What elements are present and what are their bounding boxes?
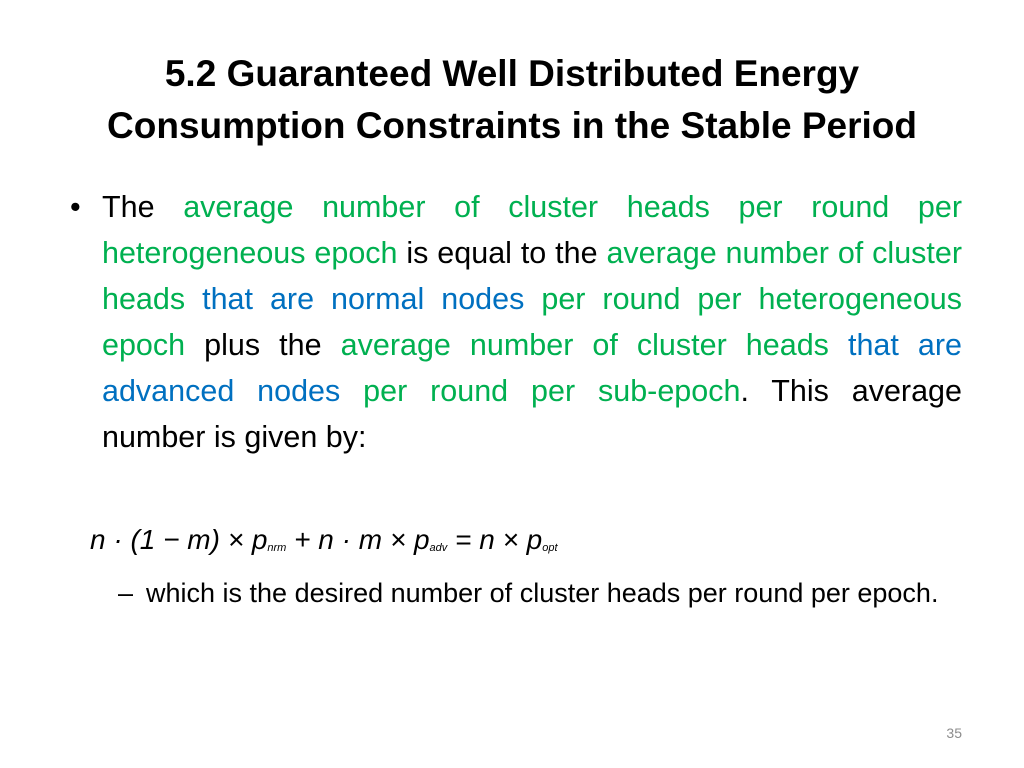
dash-icon: – — [118, 578, 134, 608]
formula-subscript-nrm: nrm — [267, 542, 287, 554]
formula-subscript-adv: adv — [429, 542, 448, 554]
page-number: 35 — [946, 725, 962, 741]
formula-subscript-opt: opt — [542, 542, 558, 554]
formula — [90, 520, 558, 568]
slide-title-line-1: 5.2 Guaranteed Well Distributed Energy — [164, 53, 860, 94]
highlight-per-round-sub-epoch: per round per sub-epoch — [363, 374, 741, 408]
highlight-average-cluster-heads: average number of cluster heads per round per heterogeneous epoch — [102, 190, 962, 270]
bullet-text-space — [829, 328, 848, 362]
bullet-text-space — [340, 374, 363, 408]
bullet-text-segment: . This average number is given by: — [102, 374, 962, 454]
sub-bullet-text: which is the desired number of cluster heads per round per epoch. — [146, 578, 939, 608]
formula-part-2: + n · m × p — [286, 524, 430, 555]
bullet-text-space — [524, 282, 541, 316]
highlight-normal-nodes: that are normal nodes — [202, 282, 525, 316]
bullet-item — [70, 184, 962, 460]
highlight-advanced-nodes: that are advanced nodes — [102, 328, 962, 408]
bullet-text-segment: is equal to the — [397, 236, 607, 270]
highlight-per-round-heterogeneous-epoch: per round per heterogeneous epoch — [102, 282, 962, 362]
bullet-text-segment: The — [102, 190, 184, 224]
highlight-average-cluster-heads-normal: average number of cluster heads — [102, 236, 963, 316]
bullet-text-segment: plus the — [185, 328, 341, 362]
formula-part-1: n · (1 − m) × p — [90, 524, 268, 555]
slide-body — [70, 184, 962, 460]
highlight-average-cluster-heads-advanced: average number of cluster heads — [340, 328, 829, 362]
sub-bullet-item — [118, 574, 962, 612]
formula-part-3: = n × p — [447, 524, 543, 555]
slide-title — [60, 48, 964, 152]
bullet-text-space — [185, 282, 202, 316]
slide-title-line-2: Consumption Constraints in the Stable Period — [107, 105, 917, 146]
bullet-dot-icon: • — [70, 190, 81, 224]
